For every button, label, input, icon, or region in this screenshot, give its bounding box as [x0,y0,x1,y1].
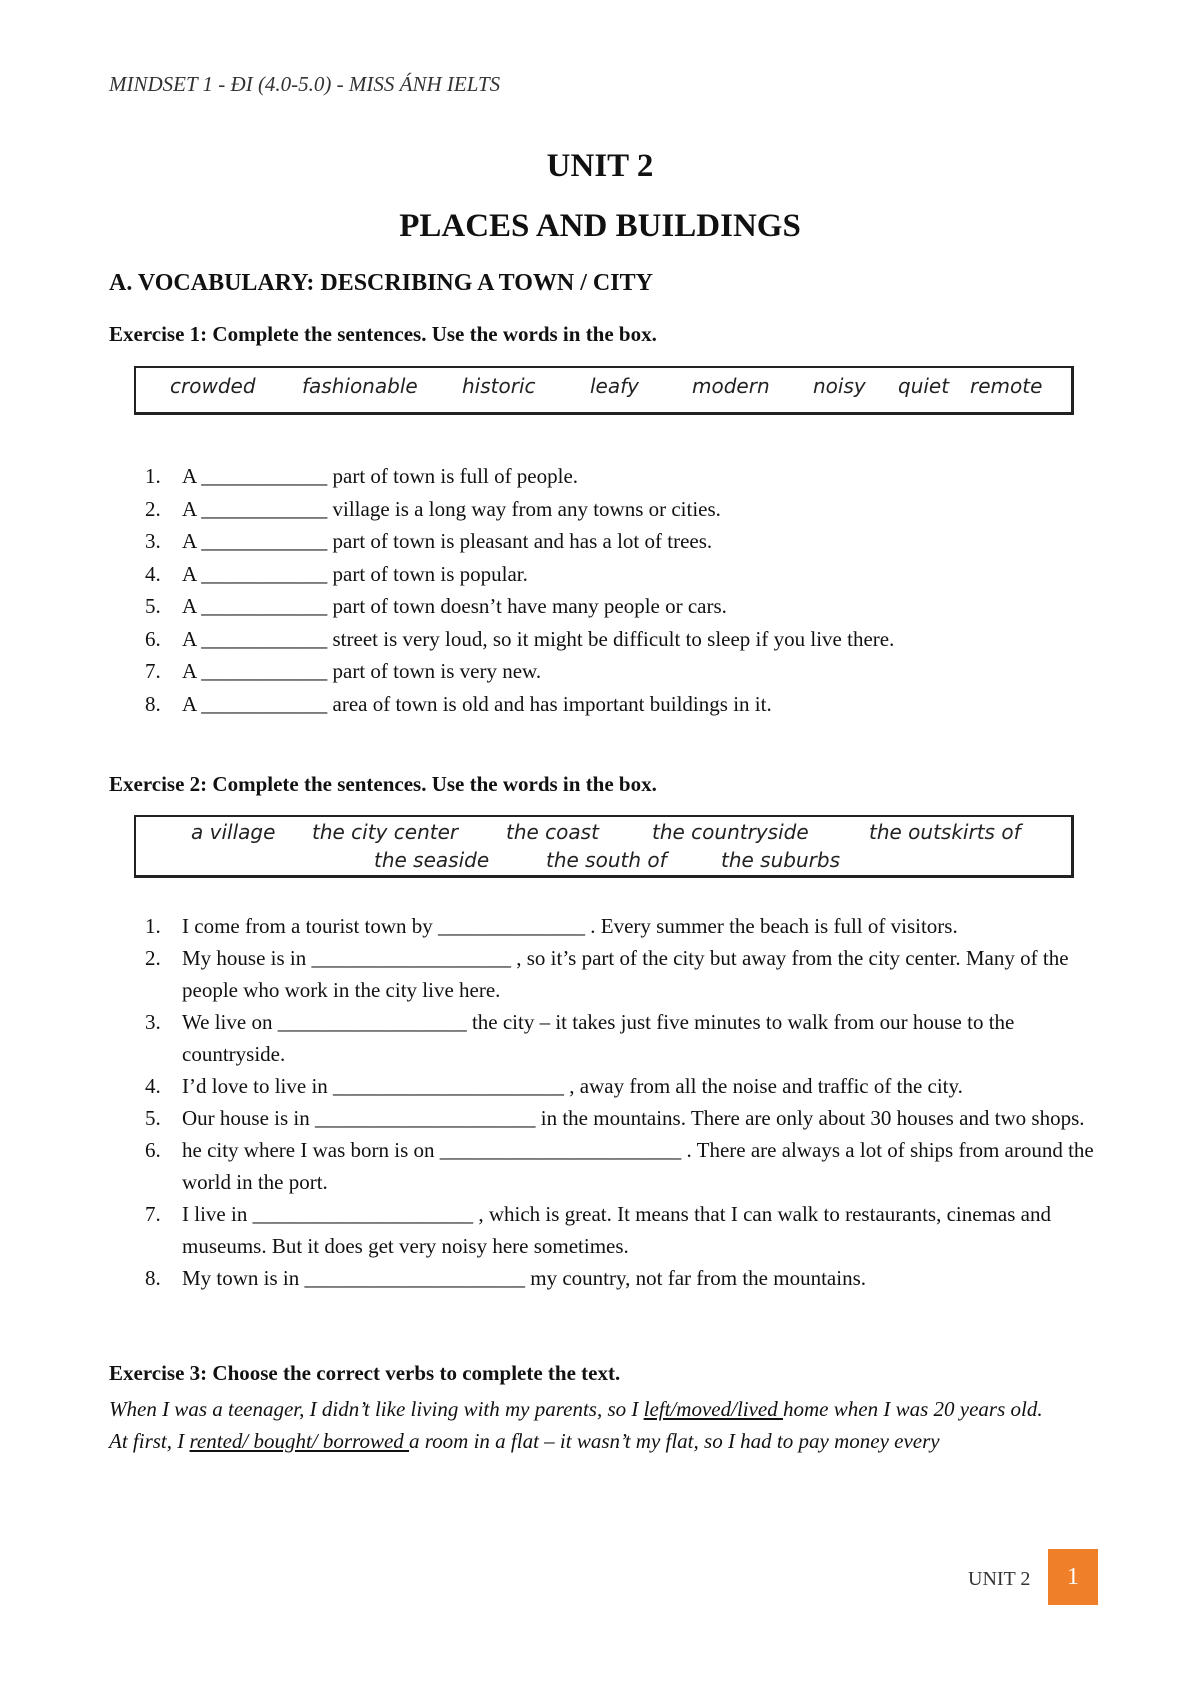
word-box-item: the city center [312,820,459,844]
item-text: A ____________ village is a long way from any towns or cities. [182,496,721,521]
item-text: Our house is in _____________________ in the mountains. There are only about 30 houses and two shops. [182,1106,1085,1130]
word-box-item: a village [191,820,276,844]
list-item: 5. A ____________ part of town doesn’t have many people or cars. [145,594,727,618]
footer-unit-label: UNIT 2 [968,1568,1031,1590]
list-item: 7. A ____________ part of town is very new. [145,659,542,683]
list-item: 7. I live in _____________________ , which is great. It means that I can walk to restaurants, cinemas and museums. But it does get very noisy here sometimes. [145,1202,1051,1258]
list-item: 8. A ____________ area of town is old and has important buildings in it. [145,691,772,716]
word-box-item: modern [692,374,770,398]
item-text: I’d love to live in ______________________ , away from all the noise and traffic of the city. [182,1074,963,1098]
exercise2-heading: Exercise 2: Complete the sentences. Use the words in the box. [109,772,657,796]
item-text: A ____________ part of town is popular. [182,561,528,586]
item-text: A ____________ street is very loud, so it might be difficult to sleep if you live there. [182,626,895,651]
word-box-item: noisy [813,374,866,398]
unit-subtitle: PLACES AND BUILDINGS [399,208,801,244]
list-item: 8. My town is in _____________________ my country, not far from the mountains. [145,1266,866,1290]
word-box-item: the coast [506,820,599,844]
exercise1-word-box [134,366,1074,415]
list-item: 3. We live on __________________ the city – it takes just five minutes to walk from our house to the countryside. [145,1010,1015,1066]
list-item: 5. Our house is in _____________________ in the mountains. There are only about 30 houses and two shops. [145,1106,1085,1130]
item-text: I live in _____________________ , which is great. It means that I can walk to restaurants, cinemas and museums. But it does get very noisy here sometimes. [182,1202,1051,1258]
list-item: 1. A ____________ part of town is full of people. [145,464,579,488]
item-text: My house is in ___________________ , so it’s part of the city but away from the city center. Many of the people who work in the city live here. [182,946,1069,1002]
list-item: 6. A ____________ street is very loud, so it might be difficult to sleep if you live there. [145,626,895,651]
list-item: 2. A ____________ village is a long way from any towns or cities. [145,496,721,521]
item-text: he city where I was born is on _______________________ . There are always a lot of ships from around the world in the port. [182,1138,1094,1194]
word-box-item: the south of [546,848,667,872]
verb-options-2: rented/ bought/ borrowed [189,1429,410,1453]
list-item: 1. I come from a tourist town by ______________ . Every summer the beach is full of visitors. [145,914,958,938]
list-item: 2. My house is in ___________________ , so it’s part of the city but away from the city center. Many of the people who work in the city live here. [145,946,1069,1002]
exercise2-list [100,910,1100,1294]
list-item: 6. he city where I was born is on _______________________ . There are always a lot of ships from around the world in the port. [145,1138,1094,1194]
word-box-item: the suburbs [721,848,840,872]
verb-options-1: left/moved/lived [643,1397,784,1421]
exercise3-heading: Exercise 3: Choose the correct verbs to complete the text. [109,1361,621,1385]
exercise3-text: When I was a teenager, I didn’t like living with my parents, so I left/moved/lived home when I was 20 years old. At first, I rented/ bought/ borrowed a room in a flat – it wasn’t my flat, so I had to pay money every [109,1397,1043,1453]
word-box-item: fashionable [302,374,418,398]
item-text: A ____________ part of town doesn’t have many people or cars. [182,594,727,618]
exercise1-heading: Exercise 1: Complete the sentences. Use the words in the box. [109,322,657,346]
document-header: MINDSET 1 - ĐI (4.0-5.0) - MISS ÁNH IELTS [109,72,501,96]
unit-title: UNIT 2 [546,148,654,184]
item-text: A ____________ part of town is pleasant and has a lot of trees. [182,529,713,553]
list-item: 4. I’d love to live in ______________________ , away from all the noise and traffic of the city. [145,1074,963,1098]
word-box-item: crowded [170,374,256,398]
list-item: 3. A ____________ part of town is pleasant and has a lot of trees. [145,529,713,553]
item-text: A ____________ part of town is full of people. [182,464,579,488]
word-box-item: historic [462,374,536,398]
item-text: We live on __________________ the city – it takes just five minutes to walk from our house to the countryside. [182,1010,1015,1066]
page-number: 1 [1048,1549,1098,1605]
item-text: A ____________ area of town is old and has important buildings in it. [182,691,772,716]
word-box-item: remote [970,374,1043,398]
exercise1-list [100,460,894,720]
item-text: My town is in _____________________ my country, not far from the mountains. [182,1266,866,1290]
item-text: A ____________ part of town is very new. [182,659,542,683]
item-text: I come from a tourist town by ______________ . Every summer the beach is full of visitors. [182,914,958,938]
word-box-item: the outskirts of [869,820,1021,844]
word-box-item: leafy [590,374,639,398]
word-box-item: quiet [898,374,950,398]
section-a-heading: A. VOCABULARY: DESCRIBING A TOWN / CITY [109,270,653,296]
list-item: 4. A ____________ part of town is popular. [145,561,528,586]
exercise2-word-box [134,815,1074,878]
word-box-item: the countryside [652,820,809,844]
word-box-item: the seaside [374,848,490,872]
